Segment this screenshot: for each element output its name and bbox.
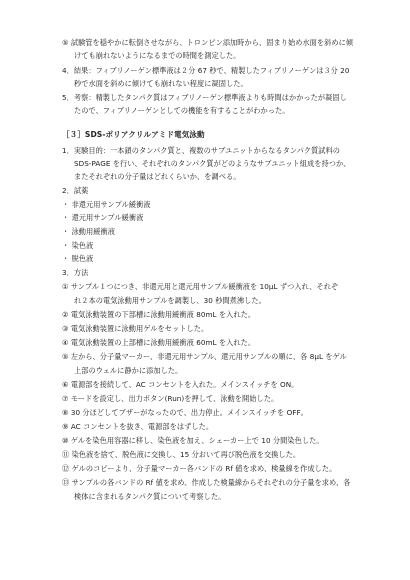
step5-line1: ⑤ 試験管を穏やかに転倒させながら、トロンビン添加時から、固まり始め水面を斜めに傾 [62, 38, 354, 47]
result4-line1: 4．結果：フィブリノーゲン標準液は２分 67 秒で、精製したフィブリノーゲンは３分 20 [62, 66, 350, 75]
method-step8: ⑧ 30 分ほどしてブザーがなったので、出力停止。メインスイッチを OFF。 [62, 408, 308, 417]
method-step7: ⑦ モードを設定し、出力ボタン(Run)を押して、泳動を開始した。 [62, 394, 279, 403]
result4-line2: 秒で水面を斜めに傾けても崩れない程度に凝固した。 [74, 79, 248, 88]
method-step11: ⑪ 染色液を捨て、脱色液に交換し、15 分おいて再び脱色液を交換した。 [62, 450, 301, 459]
method-step1-line2: れ２本の電気泳動用サンプルを調製し、30 秒間煮沸した。 [74, 296, 266, 305]
discussion5-line1: 5．考察：精製したタンパク質はフィブリノーゲン標準液よりも時間はかかったが凝固し [62, 93, 347, 102]
method-step13-line1: ⑬ サンプルの各バンドの Rf 値を求め、作成した検量線からそれぞれの分子量を求め、各 [62, 478, 351, 487]
method-step2: ② 電気泳動装置の下部槽に泳動用緩衝液 80mL を入れた。 [62, 310, 256, 319]
reagent-item: ・ 染色液 [62, 241, 94, 250]
purpose-line1: 1．実験目的：一本鎖のタンパク質と、複数のサブユニットからなるタンパク質試料の [62, 146, 340, 155]
method-step10: ⑩ ゲルを染色用容器に移し、染色液を加え、シェーカー上で 10 分間染色した。 [62, 436, 324, 445]
section3-heading: ［３］SDS-ポリアクリルアミド電気泳動 [62, 130, 205, 139]
method-step12: ⑫ ゲルのコピーより、分子量マーカー各バンドの Rf 値を求め、検量線を作成した。 [62, 464, 337, 473]
method-step1-line1: ① サンプル１つにつき、非還元用と還元用サンプル緩衝液を 10μL ずつ入れ、それぞ [62, 282, 339, 291]
purpose-line2: SDS-PAGE を行い、それぞれのタンパク質がどのようなサブユニット組成を持つか、 [74, 159, 351, 168]
purpose-line3: またそれぞれの分子量はどれくらいか、を調べる。 [74, 172, 241, 181]
method-step13-line2: 検体に含まれるタンパク質について考察した。 [74, 492, 226, 501]
reagent-item: ・ 泳動用緩衝液 [62, 227, 115, 236]
reagent-item: ・ 脱色液 [62, 254, 94, 263]
method-step6: ⑥ 電源部を接続して、AC コンセントを入れた。メインスイッチを ON。 [62, 380, 299, 389]
reagent-item: ・ 還元用サンプル緩衝液 [62, 213, 144, 222]
method-step3: ③ 電気泳動装置に泳動用ゲルをセットした。 [62, 324, 209, 333]
discussion5-line2: たので、フィブリノーゲンとしての機能を有することがわかった。 [74, 106, 290, 115]
method-step5-line2: 上部のウェルに静かに添加した。 [74, 366, 183, 375]
reagents-heading: 2．試薬 [62, 186, 89, 195]
method-step5-line1: ⑤ 左から、分子量マーカー、非還元用サンプル、還元用サンプルの順に、各 8μL をゲル [62, 352, 347, 361]
method-step4: ④ 電気泳動装置の上部槽に泳動用緩衝液 60mL を入れた。 [62, 338, 256, 347]
method-step9: ⑨ AC コンセントを抜き、電源部をはずした。 [62, 422, 214, 431]
method-heading: 3．方法 [62, 268, 89, 277]
step5-line2: けても崩れないようになるまでの時間を測定した。 [74, 51, 241, 60]
reagent-item: ・ 非還元用サンプル緩衝液 [62, 200, 151, 209]
